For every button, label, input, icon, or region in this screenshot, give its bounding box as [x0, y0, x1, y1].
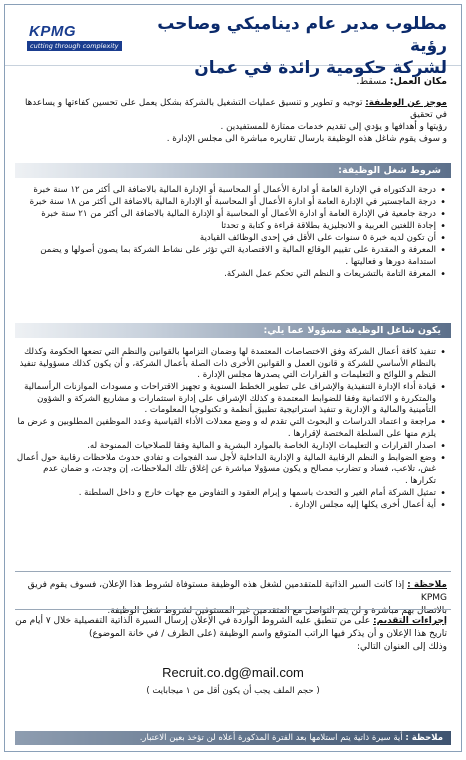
procedure-text-3: وذلك إلى العنوان التالي:	[356, 642, 447, 652]
summary-line-1: توجيه و تطوير و تنسيق عمليات التشغيل بالشركة بشكل يعمل على تحسين كفاءتها و يساعدها في تحقيق	[24, 98, 447, 120]
requirement-item: • درجة الماجستير في الإدارة العامة أو ادارة الأعمال أو المحاسبة أو الإدارة المالية بالاضافة الى أكثر من ١٨ سنة خبرة	[15, 197, 447, 209]
footer-label: ملاحظة :	[405, 733, 443, 743]
procedure-label: إجراءات التقديم:	[373, 616, 447, 626]
title-line-1: مطلوب مدير عام ديناميكي وصاحب رؤية	[157, 14, 447, 56]
location-label: مكان العمل:	[389, 76, 447, 87]
responsibilities-heading: يكون شاغل الوظيفة مسؤولا عما يلي:	[15, 323, 451, 338]
responsibilities-list	[15, 347, 447, 512]
note-text-2: بالاتصال بهم مباشرة و لن يتم التواصل مع المتقدمين غير المستوفين لشروط شغل الوظيفة.	[107, 606, 447, 616]
application-email[interactable]: Recruit.co.dg@mail.com	[162, 665, 304, 680]
location-value: مسقط.	[356, 76, 387, 87]
requirement-item: • أن تكون لديه خبرة ٥ سنوات على الأقل في إحدى الوظائف القيادية	[15, 233, 447, 245]
requirements-list	[15, 185, 447, 281]
footer-note	[15, 731, 451, 745]
note-label: ملاحظة :	[407, 580, 447, 590]
requirements-heading: شروط شغل الوظيفة:	[15, 163, 451, 178]
note-block	[15, 579, 447, 618]
summary-line-3: و سوف يقوم شاغل هذه الوظيفة بارسال تقاريره مباشرة الى مجلس الإدارة .	[166, 134, 447, 144]
responsibility-item: • وضع الضوابط و النظم الرقابية المالية و الإدارية الداخلية لأجل سد الفجوات و تفادي حدوث ملاحظات رقابية حول أعمال غش، تلاعب، فساد و تضارب مصالح و يكون مسؤولا مباشرة عن إغلاق تلك الملاحظات، إن وجدت، و ضمان عدم تكرارها .	[15, 453, 447, 488]
footer-text: أية سيرة ذاتية يتم استلامها بعد الفترة المذكورة أعلاه لن تؤخذ بعين الاعتبار.	[139, 733, 403, 743]
job-advertisement	[4, 4, 462, 752]
summary-line-2: رؤيتها و أهدافها و يؤدي إلى تقديم خدمات ممتازة للمستفيدين .	[220, 122, 447, 132]
procedure-text-2: تاريخ هذا الإعلان و أن يذكر فيها الراتب المتوقع واسم الوظيفة (على الظرف / في خانة الموضوع)	[89, 629, 447, 639]
responsibility-item: • تنفيذ كافة أعمال الشركة وفق الاختصاصات المعتمدة لها وضمان التزامها بالقوانين والنظم التي تضعها الحكومة وكذلك بالنظام الأساسي للشركة و قانون العمل و القوانين الأخرى ذات الصلة بأعمال الشركة، و أن يكون كذلك مسؤولية تنفيذ النظم و اللوائح و التعليمات و القرارات التي يصدرها مجلس الإدارة .	[15, 347, 447, 382]
responsibility-item: • اصدار القرارات و التعليمات الإدارية الخاصة بالموارد البشرية و المالية وفقا للصلاحيات الممنوحة له.	[15, 441, 447, 453]
divider	[15, 571, 451, 572]
responsibility-item: • أية أعمال أخرى يكلها إليه مجلس الإدارة .	[15, 500, 447, 512]
requirement-item: • درجة جامعية في الإدارة العامة أو ادارة الأعمال أو المحاسبة أو الإدارة المالية بالاضافة الى أكثر من ٢١ سنة خبرة	[15, 209, 447, 221]
kpmg-logo	[27, 23, 137, 53]
file-size-note: ( حجم الملف يجب أن يكون أقل من ١ ميجابايت )	[146, 686, 320, 696]
location-line	[356, 75, 447, 88]
note-text-1: إذا كانت السير الذاتية للمتقدمين لشغل هذه الوظيفة مستوفاة لشروط هذا الإعلان، فسوف يقوم فريق KPMG	[27, 580, 447, 603]
title-line-2: لشركة حكومية رائدة في عمان	[194, 58, 447, 78]
procedure-text-1: على من تنطبق عليه الشروط الواردة في الإعلان إرسال السيرة الذاتية التفصيلية خلال ٧ أيام من	[15, 616, 371, 626]
procedure-block	[15, 615, 447, 654]
responsibility-item: • تمثيل الشركة أمام الغير و التحدث باسمها و إبرام العقود و التفاوض مع جهات خارج و داخل السلطنة .	[15, 488, 447, 500]
requirement-item: • إجادة اللغتين العربية و الانجليزية بطلاقة قراءة و كتابة و تحدثا	[15, 221, 447, 233]
requirement-item: • درجة الدكتوراه في الإدارة العامة أو ادارة الأعمال أو المحاسبة أو الإدارة المالية بالاضافة الى أكثر من ١٢ سنة خبرة	[15, 185, 447, 197]
summary-label: موجز عن الوظيفة:	[365, 98, 447, 108]
responsibility-item: • قيادة أداء الإدارة التنفيذية والإشراف على تطوير الخطط السنوية و تجهيز الاقتراحات و مسودات الموازنات الرأسمالية والمتكررة و الائتمانية وفقا للضوابط المعتمدة و كذلك الإشراف على إدارة استثمارات و مشاريع الشركة و الشؤون التأمينية والمالية و الإدارية و تنفيذ استراتيجية تطبيق أنظمة و تكنولوجيا المعلومات .	[15, 382, 447, 417]
ad-header	[5, 5, 461, 78]
logo-tagline: cutting through complexity	[27, 41, 122, 51]
ad-title	[147, 13, 447, 79]
divider	[15, 609, 451, 610]
logo-text: KPMG	[29, 23, 76, 40]
job-summary	[15, 97, 447, 145]
responsibility-item: • مراجعة و اعتماد الدراسات و البحوث التي تقدم له و وضع معدلات الأداء القياسية وعدد الموظفين المطلوبين و عرض ما يلزم منها على السلطة المختصة لإقرارها .	[15, 417, 447, 440]
requirement-item: • المعرفة و المقدرة على تقييم الوقائع المالية و الاقتصادية التي تؤثر على نشاط الشركة بما يصون أصولها و يضمن استدامة دورها و فعاليتها .	[15, 245, 447, 268]
requirement-item: • المعرفة التامة بالتشريعات و النظم التي تحكم عمل الشركة.	[15, 269, 447, 281]
